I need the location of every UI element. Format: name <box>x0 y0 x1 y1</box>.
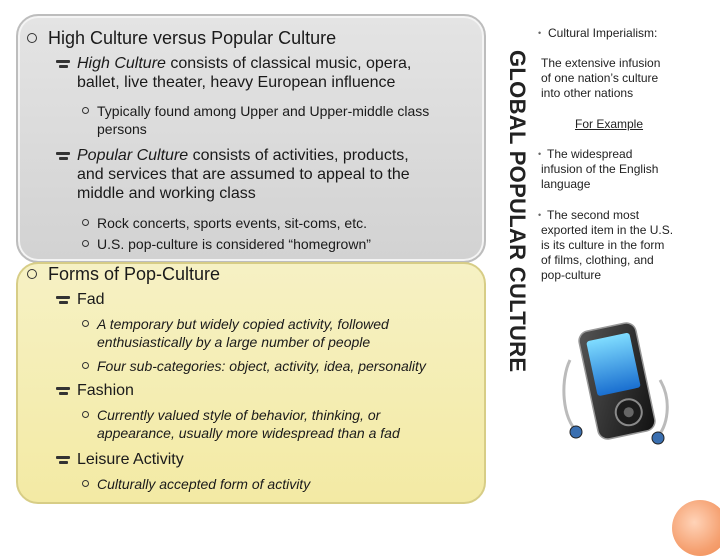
ribbon-bullet-icon <box>56 60 70 68</box>
example-1-line-1: The widespread <box>547 147 633 161</box>
example-1 <box>541 147 658 192</box>
sub-bullet-icon <box>82 219 89 226</box>
high-culture-sub-line-2: persons <box>97 121 147 137</box>
fad-label: Fad <box>77 291 105 308</box>
definition-line-2: of one nation’s culture <box>541 71 659 85</box>
fashion-sub-1-line-2: appearance, usually more widespread than a fad <box>97 425 400 441</box>
ribbon-bullet-icon <box>56 456 70 464</box>
sub-bullet-icon <box>82 362 89 369</box>
example-2-line-3: is its culture in the form <box>541 238 665 252</box>
high-vs-popular-heading: High Culture versus Popular Culture <box>48 28 337 48</box>
popular-culture-sub-1: Rock concerts, sports events, sit-coms, etc. <box>97 215 367 231</box>
fad-sub-1-line-1: A temporary but widely copied activity, followed <box>97 316 389 332</box>
high-culture-desc-2: ballet, live theater, heavy European influence <box>77 74 396 91</box>
example-1-line-2: infusion of the English <box>541 162 659 176</box>
popular-culture-desc-3: middle and working class <box>77 185 256 202</box>
fashion-sub-1 <box>97 406 400 442</box>
example-2-line-5: pop-culture <box>541 268 602 282</box>
fashion-label: Fashion <box>77 382 134 399</box>
small-bullet-icon: • <box>538 28 542 38</box>
ribbon-bullet-icon <box>56 296 70 304</box>
example-2 <box>541 208 673 283</box>
definition-line-3: into other nations <box>541 86 634 100</box>
small-bullet-icon: • <box>538 149 542 159</box>
ribbon-bullet-icon <box>56 152 70 160</box>
sub-bullet-icon <box>82 480 89 487</box>
forms-heading: Forms of Pop-Culture <box>48 264 221 284</box>
bullet-icon <box>27 269 37 279</box>
decorative-orb <box>672 500 720 556</box>
popular-culture-desc-1: consists of activities, products, <box>188 147 409 164</box>
popular-culture-text <box>77 146 410 203</box>
bullet-icon <box>27 33 37 43</box>
high-culture-sub-line-1: Typically found among Upper and Upper-middle class <box>97 103 430 119</box>
sub-bullet-icon <box>82 240 89 247</box>
high-culture-desc-1: consists of classical music, opera, <box>165 55 412 72</box>
fad-sub-2: Four sub-categories: object, activity, idea, personality <box>97 358 426 374</box>
popular-culture-sub-2: U.S. pop-culture is considered “homegrown” <box>97 236 371 252</box>
cultural-imperialism-heading: Cultural Imperialism: <box>548 26 658 40</box>
sub-bullet-icon <box>82 320 89 327</box>
cultural-imperialism-definition <box>541 56 660 101</box>
high-culture-text <box>77 54 411 92</box>
sub-bullet-icon <box>82 411 89 418</box>
sub-bullet-icon <box>82 107 89 114</box>
ribbon-bullet-icon <box>56 387 70 395</box>
for-example-label: For Example <box>575 117 644 131</box>
small-bullet-icon: • <box>538 210 542 220</box>
example-2-line-1: The second most <box>547 208 640 222</box>
fashion-sub-1-line-1: Currently valued style of behavior, thinking, or <box>97 407 381 423</box>
popular-culture-term: Popular Culture <box>77 147 189 164</box>
leisure-sub-1: Culturally accepted form of activity <box>97 476 311 492</box>
vertical-slide-title: GLOBAL POPULAR CULTURE <box>505 50 530 373</box>
high-culture-sub <box>97 102 429 138</box>
high-culture-term: High Culture <box>77 55 166 72</box>
leisure-label: Leisure Activity <box>77 451 184 468</box>
definition-line-1: The extensive infusion <box>541 56 661 70</box>
example-2-line-2: exported item in the U.S. <box>541 223 674 237</box>
popular-culture-desc-2: and services that are assumed to appeal to the <box>77 166 410 183</box>
media-player-icon <box>560 320 672 448</box>
fad-sub-1 <box>97 315 389 351</box>
example-2-line-4: of films, clothing, and <box>541 253 654 267</box>
example-1-line-3: language <box>541 177 591 191</box>
fad-sub-1-line-2: enthusiastically by a large number of people <box>97 334 371 350</box>
